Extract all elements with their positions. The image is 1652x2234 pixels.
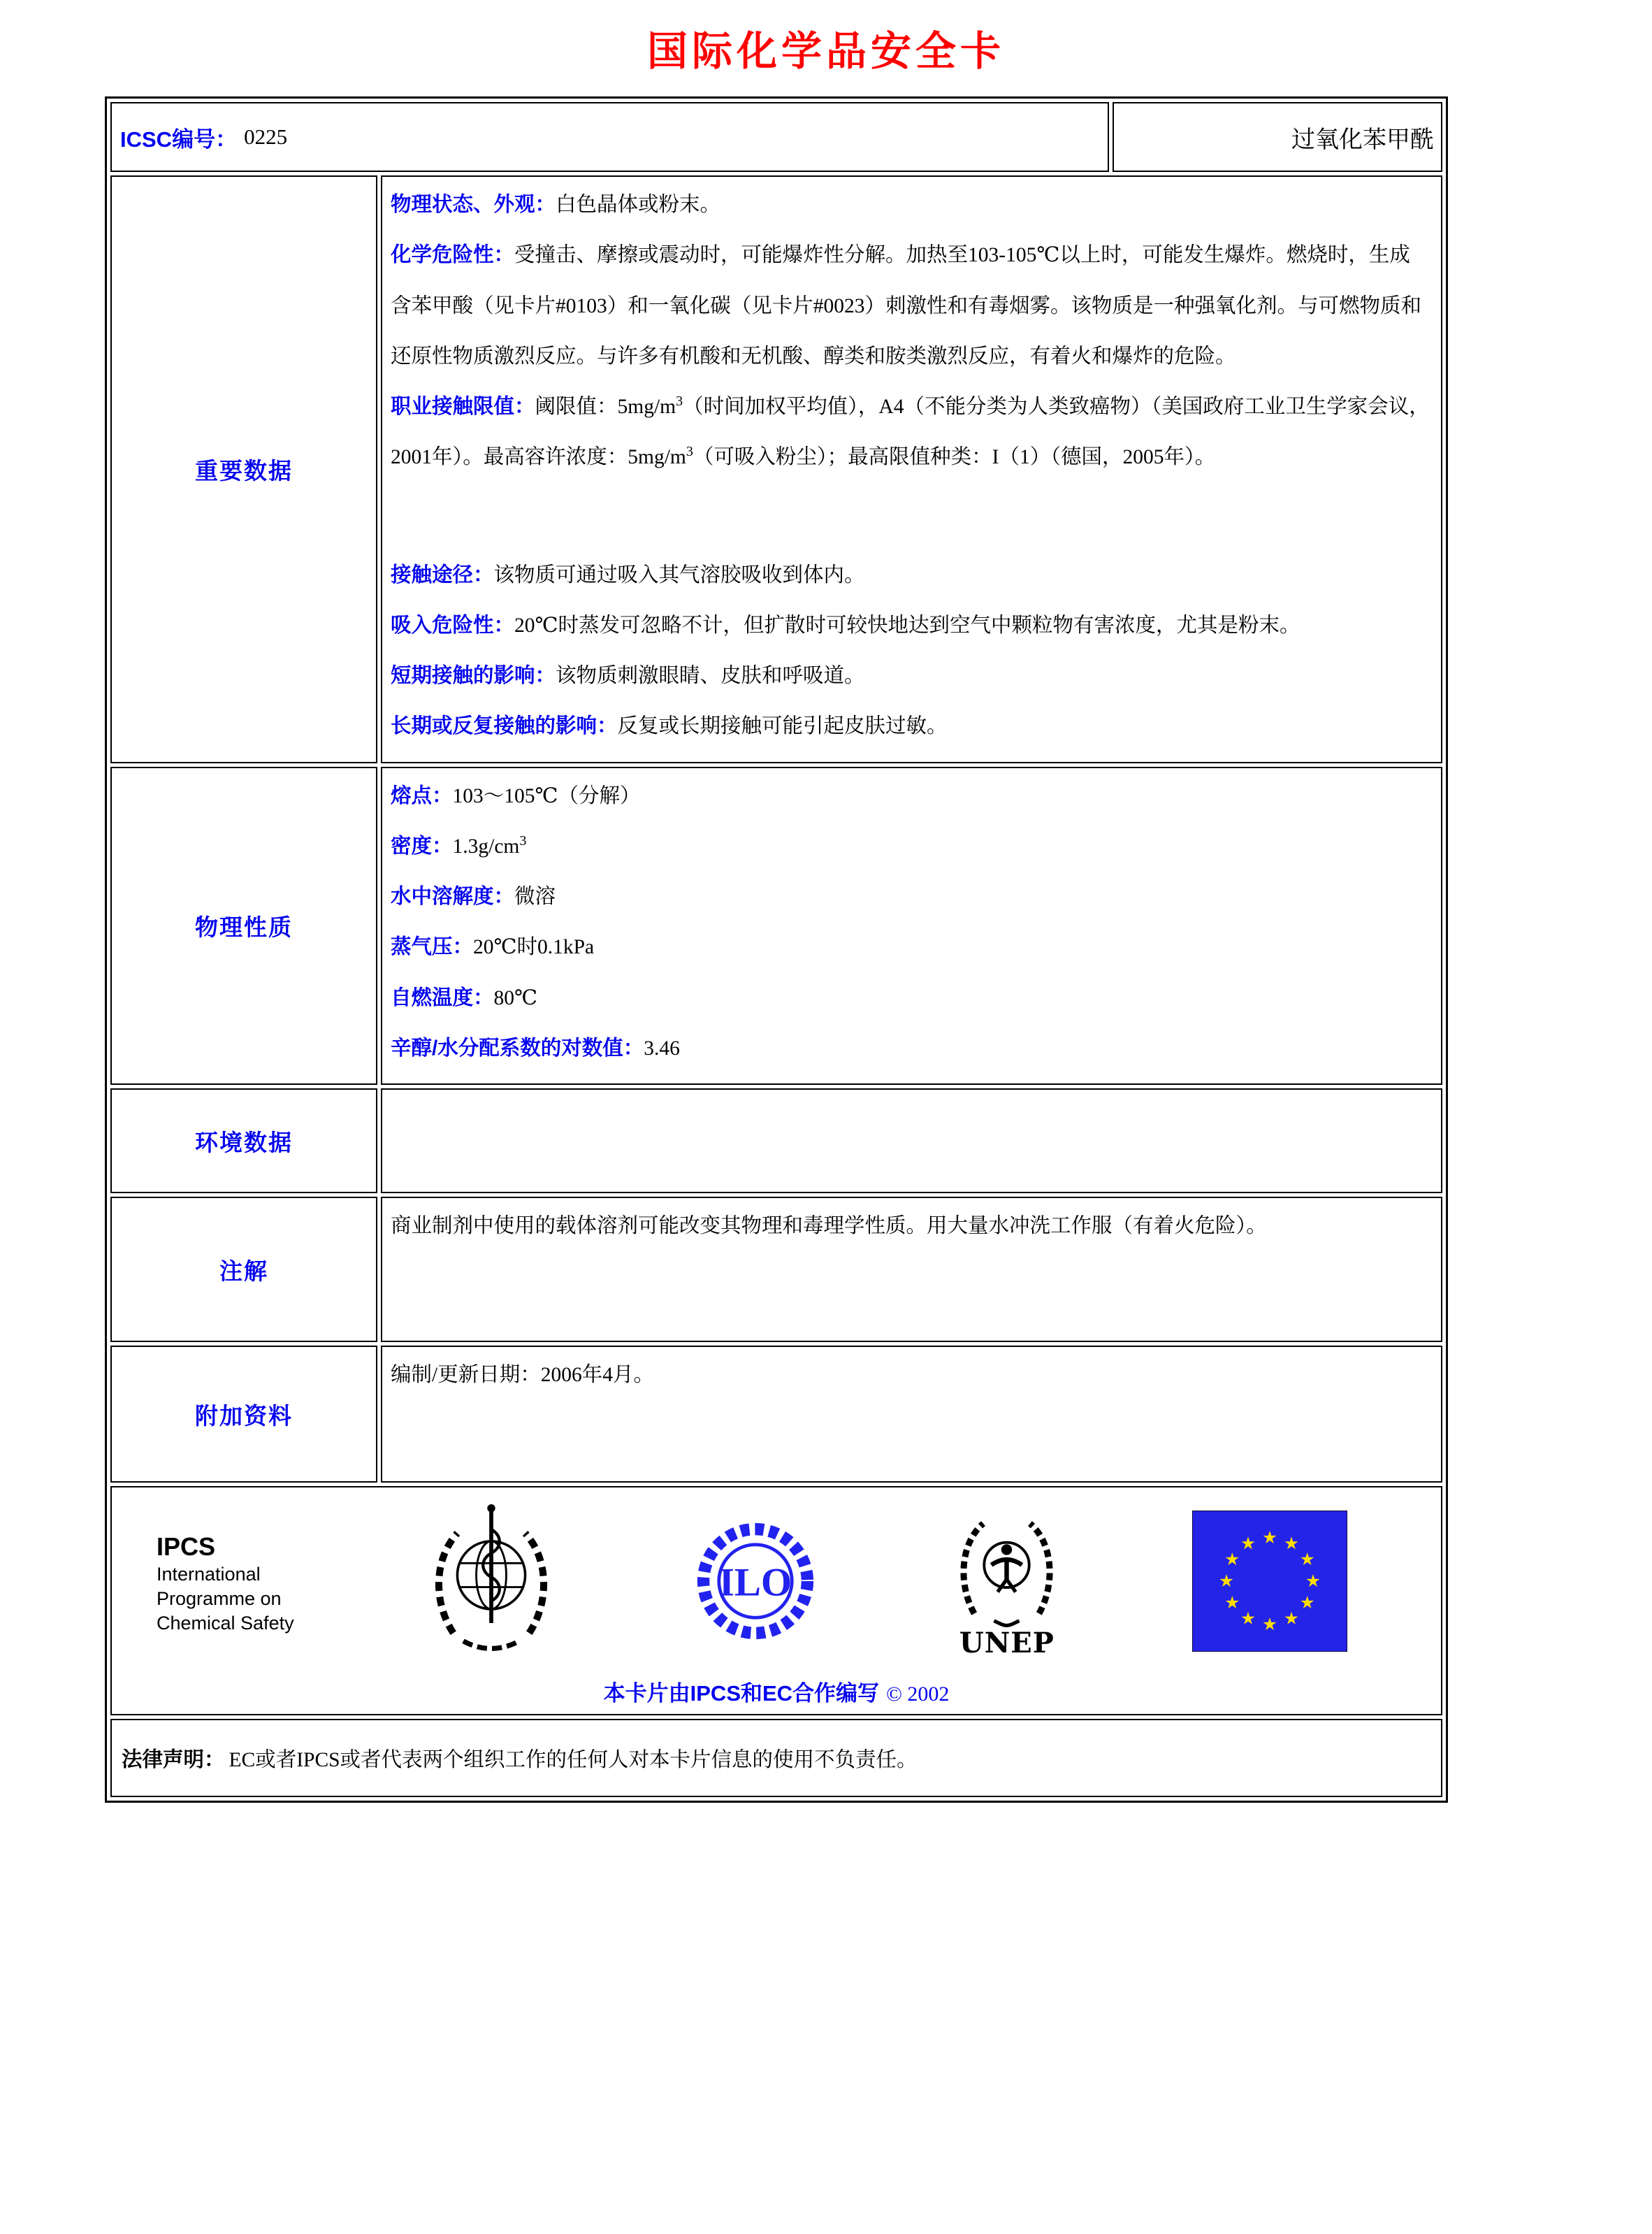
icsc-card-table xyxy=(105,96,1448,1803)
field-label: 化学危险性： xyxy=(391,243,515,267)
field-label: 自燃温度： xyxy=(391,986,494,1009)
copyright-text: © 2002 xyxy=(886,1682,950,1706)
additional-info-row xyxy=(110,1346,1442,1483)
section-label-text: 环境数据 xyxy=(195,1129,293,1155)
text-line: 编制/更新日期：2006年4月。 xyxy=(391,1364,654,1387)
section-label-text: 重要数据 xyxy=(195,457,293,484)
page-title: 国际化学品安全卡 xyxy=(646,27,1005,75)
notes-row xyxy=(110,1197,1442,1342)
text-line: 物理状态、外观：白色晶体或粉末。 xyxy=(391,193,721,216)
legal-cell xyxy=(110,1719,1442,1797)
text-line: 蒸气压：20℃时0.1kPa xyxy=(391,935,595,959)
icsc-number-label: ICSC编号： xyxy=(120,127,238,152)
icsc-number-value: 0225 xyxy=(244,124,288,149)
text-line: 辛醇/水分配系数的对数值：3.46 xyxy=(391,1036,680,1060)
important-data-row xyxy=(110,175,1442,763)
legal-label: 法律声明： xyxy=(122,1748,225,1772)
text-line: 自燃温度：80℃ xyxy=(391,986,538,1009)
text-line: 熔点：103～105℃（分解） xyxy=(391,784,641,807)
field-label: 吸入危险性： xyxy=(391,613,515,637)
text-line: 接触途径：该物质可通过吸入其气溶胶吸收到体内。 xyxy=(391,563,865,586)
text-line: 吸入危险性：20℃时蒸发可忽略不计，但扩散时可较快地达到空气中颗粒物有害浓度，尤其是粉末。 xyxy=(391,613,1300,637)
text-line: 水中溶解度：微溶 xyxy=(391,885,556,909)
svg-text:ILO: ILO xyxy=(718,1560,792,1605)
section-content-notes xyxy=(381,1197,1442,1342)
field-label: 短期接触的影响： xyxy=(391,664,556,688)
chemical-name-cell xyxy=(1113,102,1442,172)
section-label-environmental-data xyxy=(110,1088,377,1193)
who-logo-icon xyxy=(421,1497,561,1669)
physical-properties-row xyxy=(110,767,1442,1086)
section-content-important-data xyxy=(381,175,1442,763)
text-line: 短期接触的影响：该物质刺激眼睛、皮肤和呼吸道。 xyxy=(391,664,865,688)
field-label: 密度： xyxy=(391,834,453,858)
section-label-text: 物理性质 xyxy=(195,914,293,940)
ipcs-line1: International xyxy=(157,1563,261,1585)
section-content-additional-info xyxy=(381,1346,1442,1483)
section-label-notes xyxy=(110,1197,377,1342)
field-label: 接触途径： xyxy=(391,563,494,586)
ipcs-acronym: IPCS xyxy=(157,1532,216,1561)
ipcs-line3: Chemical Safety xyxy=(157,1612,294,1634)
unep-logo-icon xyxy=(949,1509,1064,1657)
field-label: 物理状态、外观： xyxy=(391,193,556,216)
cooperation-caption xyxy=(129,1676,1424,1707)
ipcs-text-block xyxy=(157,1531,294,1636)
unep-label: UNEP xyxy=(959,1626,1055,1659)
section-content-physical-properties xyxy=(381,767,1442,1086)
section-label-text: 附加资料 xyxy=(195,1402,293,1429)
section-label-important-data xyxy=(110,175,377,763)
text-line: 密度：$1.3g/cm^3$ xyxy=(391,833,527,858)
field-label: 长期或反复接触的影响： xyxy=(391,714,618,738)
section-label-physical-properties xyxy=(110,767,377,1086)
field-label: 蒸气压： xyxy=(391,935,474,959)
text-line: 长期或反复接触的影响：反复或长期接触可能引起皮肤过敏。 xyxy=(391,714,948,738)
ipcs-line2: Programme on xyxy=(157,1587,282,1609)
legal-row xyxy=(110,1719,1442,1797)
header-row xyxy=(110,102,1442,172)
text-line: 职业接触限值：阈限值：$5mg/m^3$（时间加权平均值），A4（不能分类为人类致癌物）（美国政府工业卫生学家会议，2001年）。最高容许浓度：$5mg/m^3$（可吸入粉尘）；最高限值种类：I（1）（德国，2005年）。 xyxy=(391,394,1430,469)
field-label: 职业接触限值： xyxy=(391,395,535,419)
ilo-logo-icon xyxy=(689,1504,822,1662)
eu-flag-icon xyxy=(1192,1511,1347,1655)
text-line: 商业制剂中使用的载体溶剂可能改变其物理和毒理学性质。用大量水冲洗工作服（有着火危险）。 xyxy=(391,1215,1267,1238)
section-label-text: 注解 xyxy=(219,1257,268,1284)
logos-cell xyxy=(110,1486,1442,1715)
legal-text: EC或者IPCS或者代表两个组织工作的任何人对本卡片信息的使用不负责任。 xyxy=(229,1749,918,1772)
section-label-additional-info xyxy=(110,1346,377,1483)
field-label: 辛醇/水分配系数的对数值： xyxy=(391,1036,644,1060)
field-label: 熔点： xyxy=(391,784,453,807)
field-label: 水中溶解度： xyxy=(391,885,515,909)
chemical-name: 过氧化苯甲酰 xyxy=(1291,127,1434,153)
icsc-number-cell xyxy=(110,102,1109,172)
text-line: 化学危险性：受撞击、摩擦或震动时，可能爆炸性分解。加热至103-105℃以上时，可能发生爆炸。燃烧时，生成含苯甲酸（见卡片#0103）和一氧化碳（见卡片#0023）刺激性和有毒烟雾。该物质是一种强氧化剂。与可燃物质和还原性物质激烈反应。与许多有机酸和无机酸、醇类和胺类激烈反应，有着火和爆炸的危险。 xyxy=(391,243,1422,368)
logos-row xyxy=(110,1486,1442,1715)
environmental-data-row xyxy=(110,1088,1442,1193)
section-content-environmental-data xyxy=(381,1088,1442,1193)
caption-text: 本卡片由IPCS和EC合作编写 xyxy=(603,1681,880,1706)
